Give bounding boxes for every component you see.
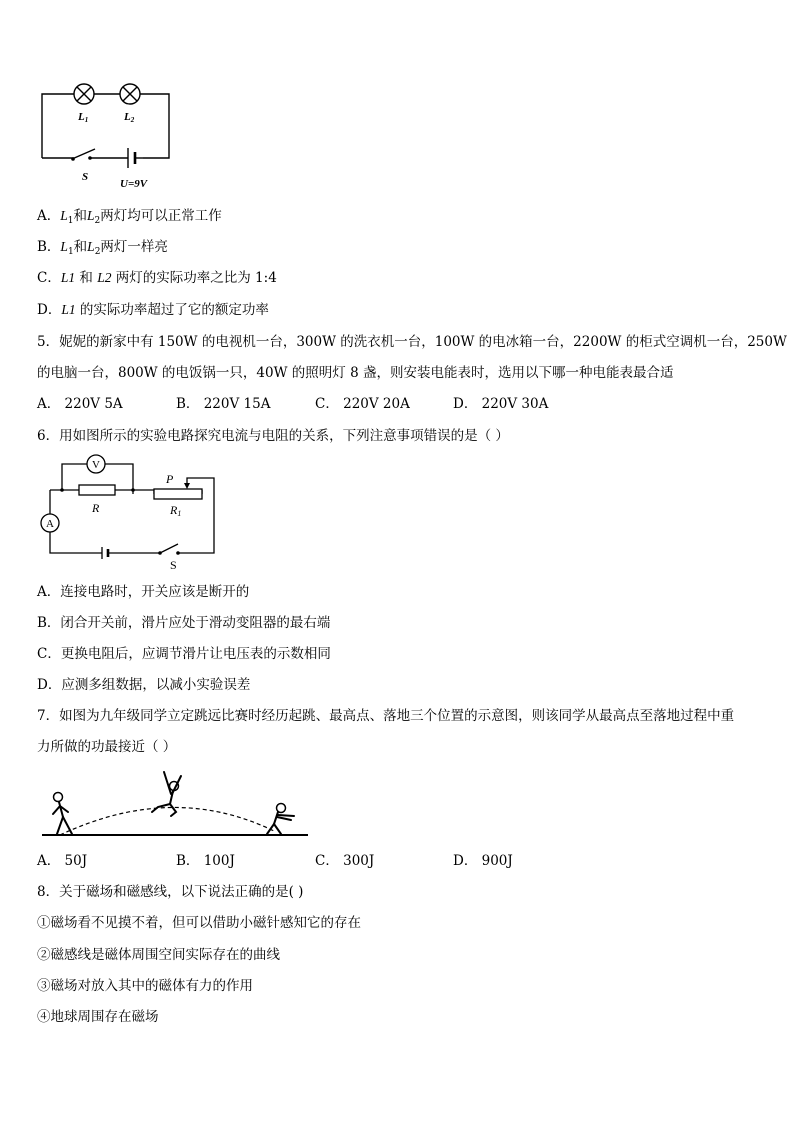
q7-stem-line1: 7．如图为九年级同学立定跳远比赛时经历起跳、最高点、落地三个位置的示意图，则该同学从最高点至落地过程中重 bbox=[37, 708, 735, 724]
q7-option-a[interactable]: A． 50J bbox=[37, 853, 88, 869]
q5-stem-line2: 的电脑一台，800W 的电饭锅一只，40W 的照明灯 8 盏，则安装电能表时，选用以下哪一种电能表最合适 bbox=[37, 365, 674, 381]
q6-option-b[interactable]: B．闭合开关前，滑片应处于滑动变阻器的最右端 bbox=[37, 615, 331, 631]
q5-option-a[interactable]: A． 220V 5A bbox=[37, 396, 123, 412]
q6-stem: 6．用如图所示的实验电路探究电流与电阻的关系，下列注意事项错误的是（ ） bbox=[37, 428, 509, 444]
q4-option-c[interactable]: C．L1 和 L2 两灯的实际功率之比为 1:4 bbox=[37, 270, 277, 286]
voltage-label: U=9V bbox=[120, 178, 148, 190]
svg-text:A: A bbox=[46, 518, 54, 530]
q8-statement-1: ①磁场看不见摸不着，但可以借助小磁针感知它的存在 bbox=[37, 915, 361, 931]
q8-stem: 8．关于磁场和磁感线，以下说法正确的是( ) bbox=[37, 884, 304, 900]
lamp-l2-icon bbox=[120, 84, 140, 104]
svg-text:V: V bbox=[92, 459, 100, 471]
q8-statement-2: ②磁感线是磁体周围空间实际存在的曲线 bbox=[37, 947, 280, 963]
q5-stem-line1: 5．妮妮的新家中有 150W 的电视机一台，300W 的洗衣机一台，100W 的电冰箱一台，2200W 的柜式空调机一台，250W bbox=[37, 334, 787, 350]
q6-option-c[interactable]: C．更换电阻后，应调节滑片让电压表的示数相同 bbox=[37, 646, 331, 662]
q8-statement-4: ④地球周围存在磁场 bbox=[37, 1009, 159, 1025]
lamp-l1-label: L bbox=[78, 111, 85, 123]
series-lamp-circuit-figure bbox=[36, 80, 176, 192]
svg-text:L1: L1 bbox=[78, 111, 89, 124]
slider-p-label: P bbox=[166, 472, 174, 486]
q5-option-b[interactable]: B． 220V 15A bbox=[176, 396, 271, 412]
rheostat-r1-label: R bbox=[170, 503, 178, 517]
jumper-highest-point-figure bbox=[152, 772, 181, 816]
current-resistance-circuit-figure bbox=[36, 452, 222, 574]
jumper-takeoff-figure bbox=[53, 793, 72, 835]
q7-option-c[interactable]: C． 300J bbox=[315, 853, 375, 869]
svg-text:L2: L2 bbox=[124, 111, 135, 124]
q6-option-d[interactable]: D．应测多组数据，以减小实验误差 bbox=[37, 677, 251, 693]
jumper-landing-figure bbox=[267, 804, 294, 835]
voltmeter-icon bbox=[87, 455, 105, 473]
switch-s-label: S bbox=[170, 558, 177, 572]
q8-statement-3: ③磁场对放入其中的磁体有力的作用 bbox=[37, 978, 253, 994]
q7-option-b[interactable]: B． 100J bbox=[176, 853, 235, 869]
q4-option-b[interactable]: B．$L_1$和$L_2$两灯一样亮 bbox=[37, 239, 168, 257]
q4-option-d[interactable]: D．L1 的实际功率超过了它的额定功率 bbox=[37, 302, 269, 318]
switch-s-label: S bbox=[82, 171, 89, 183]
q7-option-d[interactable]: D． 900J bbox=[453, 853, 513, 869]
ammeter-icon bbox=[41, 514, 59, 532]
q4-option-a[interactable]: A．$L_1$和$L_2$两灯均可以正常工作 bbox=[37, 208, 222, 226]
q5-option-c[interactable]: C． 220V 20A bbox=[315, 396, 410, 412]
q5-option-d[interactable]: D． 220V 30A bbox=[453, 396, 549, 412]
svg-text:R1: R1 bbox=[170, 503, 182, 518]
standing-long-jump-figure bbox=[38, 764, 314, 842]
lamp-l1-icon bbox=[74, 84, 94, 104]
q7-stem-line2: 力所做的功最接近（ ） bbox=[37, 739, 177, 755]
q6-option-a[interactable]: A．连接电路时，开关应该是断开的 bbox=[37, 584, 250, 600]
lamp-l2-label: L bbox=[124, 111, 131, 123]
resistor-r-label: R bbox=[92, 501, 100, 515]
